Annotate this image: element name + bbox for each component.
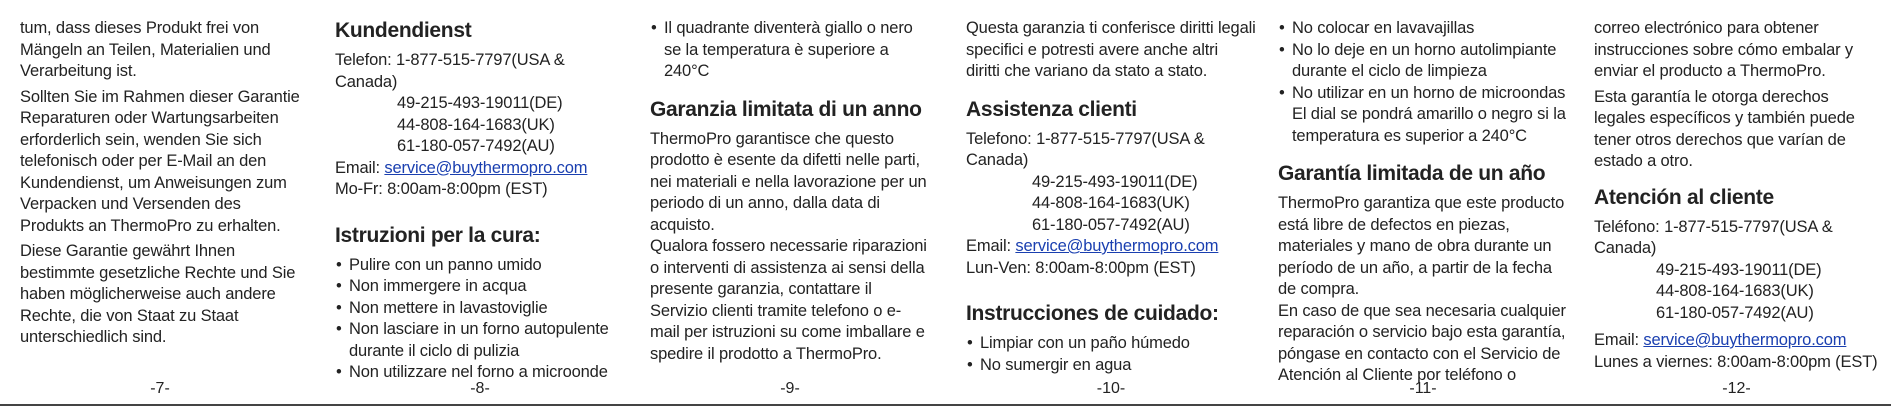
phone-label: Telefon:	[335, 51, 392, 69]
email-line	[1594, 330, 1879, 352]
paragraph: ThermoPro garantisce che questo prodotto è esente da difetti nelle parti, nei materiali e nella lavorazione per un periodo di un anno, dalla data di acquisto.	[650, 129, 927, 234]
list-item: • Non mettere in lavastoviglie	[335, 298, 625, 320]
list-item: • Il quadrante diventerà giallo o nero se la temperatura è superiore a 240°C	[650, 18, 930, 83]
page-number: -12-	[1722, 380, 1751, 397]
page-12-content	[1594, 18, 1879, 373]
page-12	[1594, 0, 1879, 410]
list-item: • Limpiar con un paño húmedo	[966, 333, 1256, 355]
care-list	[650, 18, 930, 83]
page-10	[966, 0, 1256, 410]
email-label: Email:	[966, 237, 1011, 255]
bottom-divider	[0, 404, 1891, 406]
page-9-content	[650, 18, 930, 369]
page-9	[650, 0, 930, 410]
list-item: • Non lasciare in un forno autopulente durante il ciclo di pulizia	[335, 319, 625, 362]
phone-number: 44-808-164-1683(UK)	[1656, 282, 1814, 300]
list-item: • Pulire con un panno umido	[335, 255, 625, 277]
section-heading: Garanzia limitata di un anno	[650, 97, 922, 121]
hours-line: Mo-Fr: 8:00am-8:00pm (EST)	[335, 180, 548, 198]
hours-line: Lunes a viernes: 8:00am-8:00pm (EST)	[1594, 352, 1878, 371]
page-number: -8-	[470, 380, 490, 397]
phone-block	[1594, 217, 1879, 325]
phone-number: 49-215-493-19011(DE)	[397, 94, 563, 112]
paragraph: En caso de que sea necesaria cualquier reparación o servicio bajo esta garantía, póngase en contacto con el Servicio de Atención al Cliente por teléfono o	[1278, 301, 1566, 384]
page-number: -11-	[1409, 380, 1437, 397]
phone-block	[966, 129, 1256, 237]
page-10-content	[966, 18, 1256, 376]
care-list	[1278, 18, 1568, 147]
section-heading: Instrucciones de cuidado:	[966, 302, 1219, 325]
phone-number: 61-180-057-7492(AU)	[1656, 303, 1814, 322]
page-8-content	[335, 18, 625, 384]
list-item: • Non immergere in acqua	[335, 276, 625, 298]
section-heading: Assistenza clienti	[966, 97, 1137, 121]
page-11	[1278, 0, 1568, 410]
care-list	[335, 255, 625, 384]
email-line	[966, 236, 1256, 258]
phone-block	[335, 50, 625, 158]
care-list	[966, 333, 1256, 376]
paragraph: ThermoPro garantiza que este producto está libre de defectos en piezas, materiales y mano de obra durante un período de un año, a partir de la fecha de compra.	[1278, 194, 1565, 298]
list-item: • No lo deje en un horno autolimpiante durante el ciclo de limpieza	[1278, 40, 1568, 83]
phone-number: 49-215-493-19011(DE)	[1032, 172, 1198, 191]
phone-number: 1-877-515-7797(USA & Canada)	[1594, 217, 1833, 257]
paragraph: Sollten Sie im Rahmen dieser Garantie Reparaturen oder Wartungsarbeiten erforderlich sein, wenden Sie sich telefonisch oder per E-Mail an den Kundendienst, um Anweisungen zum Verpacken und Versenden des Produkts an ThermoPro zu erhalten.	[20, 87, 300, 235]
page-number: -7-	[150, 380, 170, 397]
phone-number: 1-877-515-7797(USA & Canada)	[335, 51, 565, 91]
phone-number: 49-215-493-19011(DE)	[1656, 260, 1822, 279]
list-item: • No colocar en lavavajillas	[1278, 18, 1568, 40]
paragraph: Esta garantía le otorga derechos legales específicos y también puede tener otros derechos que varían de estado a otro.	[1594, 87, 1855, 170]
page-7-content	[20, 18, 300, 353]
phone-number: 1-877-515-7797(USA & Canada)	[966, 129, 1205, 169]
section-heading: Garantía limitada de un año	[1278, 162, 1546, 185]
email-line	[335, 158, 625, 180]
section-heading: Istruzioni per la cura:	[335, 223, 541, 247]
paragraph: correo electrónico para obtener instrucciones sobre cómo embalar y enviar el producto a ThermoPro.	[1594, 19, 1854, 80]
page-7	[20, 0, 300, 410]
section-heading: Kundendienst	[335, 19, 472, 42]
paragraph: tum, dass dieses Produkt frei von Mängeln an Teilen, Materialien und Verarbeitung ist.	[20, 19, 271, 80]
list-item: • No utilizar en un horno de microondas El dial se pondrá amarillo o negro si la temperatura es superior a 240°C	[1278, 83, 1568, 148]
email-link[interactable]: service@buythermopro.com	[384, 158, 588, 177]
page-number: -9-	[780, 380, 800, 397]
email-label: Email:	[1594, 331, 1639, 349]
phone-number: 61-180-057-7492(AU)	[1032, 215, 1190, 234]
phone-number: 44-808-164-1683(UK)	[397, 115, 555, 134]
paragraph: Questa garanzia ti conferisce diritti legali specifici e potresti avere anche altri diritti che variano da stato a stato.	[966, 19, 1256, 80]
paragraph: Diese Garantie gewährt Ihnen bestimmte gesetzliche Rechte und Sie haben möglicherweise auch andere Rechte, die von Staat zu Staat unterschiedlich sind.	[20, 242, 296, 346]
paragraph: Qualora fossero necessarie riparazioni o interventi di assistenza ai sensi della presente garanzia, contattare il Servizio clienti tramite telefono o e-mail per istruzioni su come imballare e spedire il prodotto a ThermoPro.	[650, 237, 927, 363]
page-11-content	[1278, 18, 1568, 391]
phone-number: 61-180-057-7492(AU)	[397, 137, 555, 155]
section-heading: Atención al cliente	[1594, 185, 1774, 209]
email-label: Email:	[335, 158, 380, 177]
page-number: -10-	[1096, 380, 1126, 397]
email-link[interactable]: service@buythermopro.com	[1643, 331, 1847, 349]
phone-label: Teléfono:	[1594, 217, 1660, 236]
email-link[interactable]: service@buythermopro.com	[1015, 237, 1219, 255]
list-item: • No sumergir en agua	[966, 355, 1256, 377]
list-item: • Non utilizzare nel forno a microonde	[335, 362, 625, 384]
page-8	[335, 0, 625, 410]
phone-number: 44-808-164-1683(UK)	[1032, 194, 1190, 212]
phone-label: Telefono:	[966, 129, 1032, 148]
hours-line: Lun-Ven: 8:00am-8:00pm (EST)	[966, 258, 1196, 277]
